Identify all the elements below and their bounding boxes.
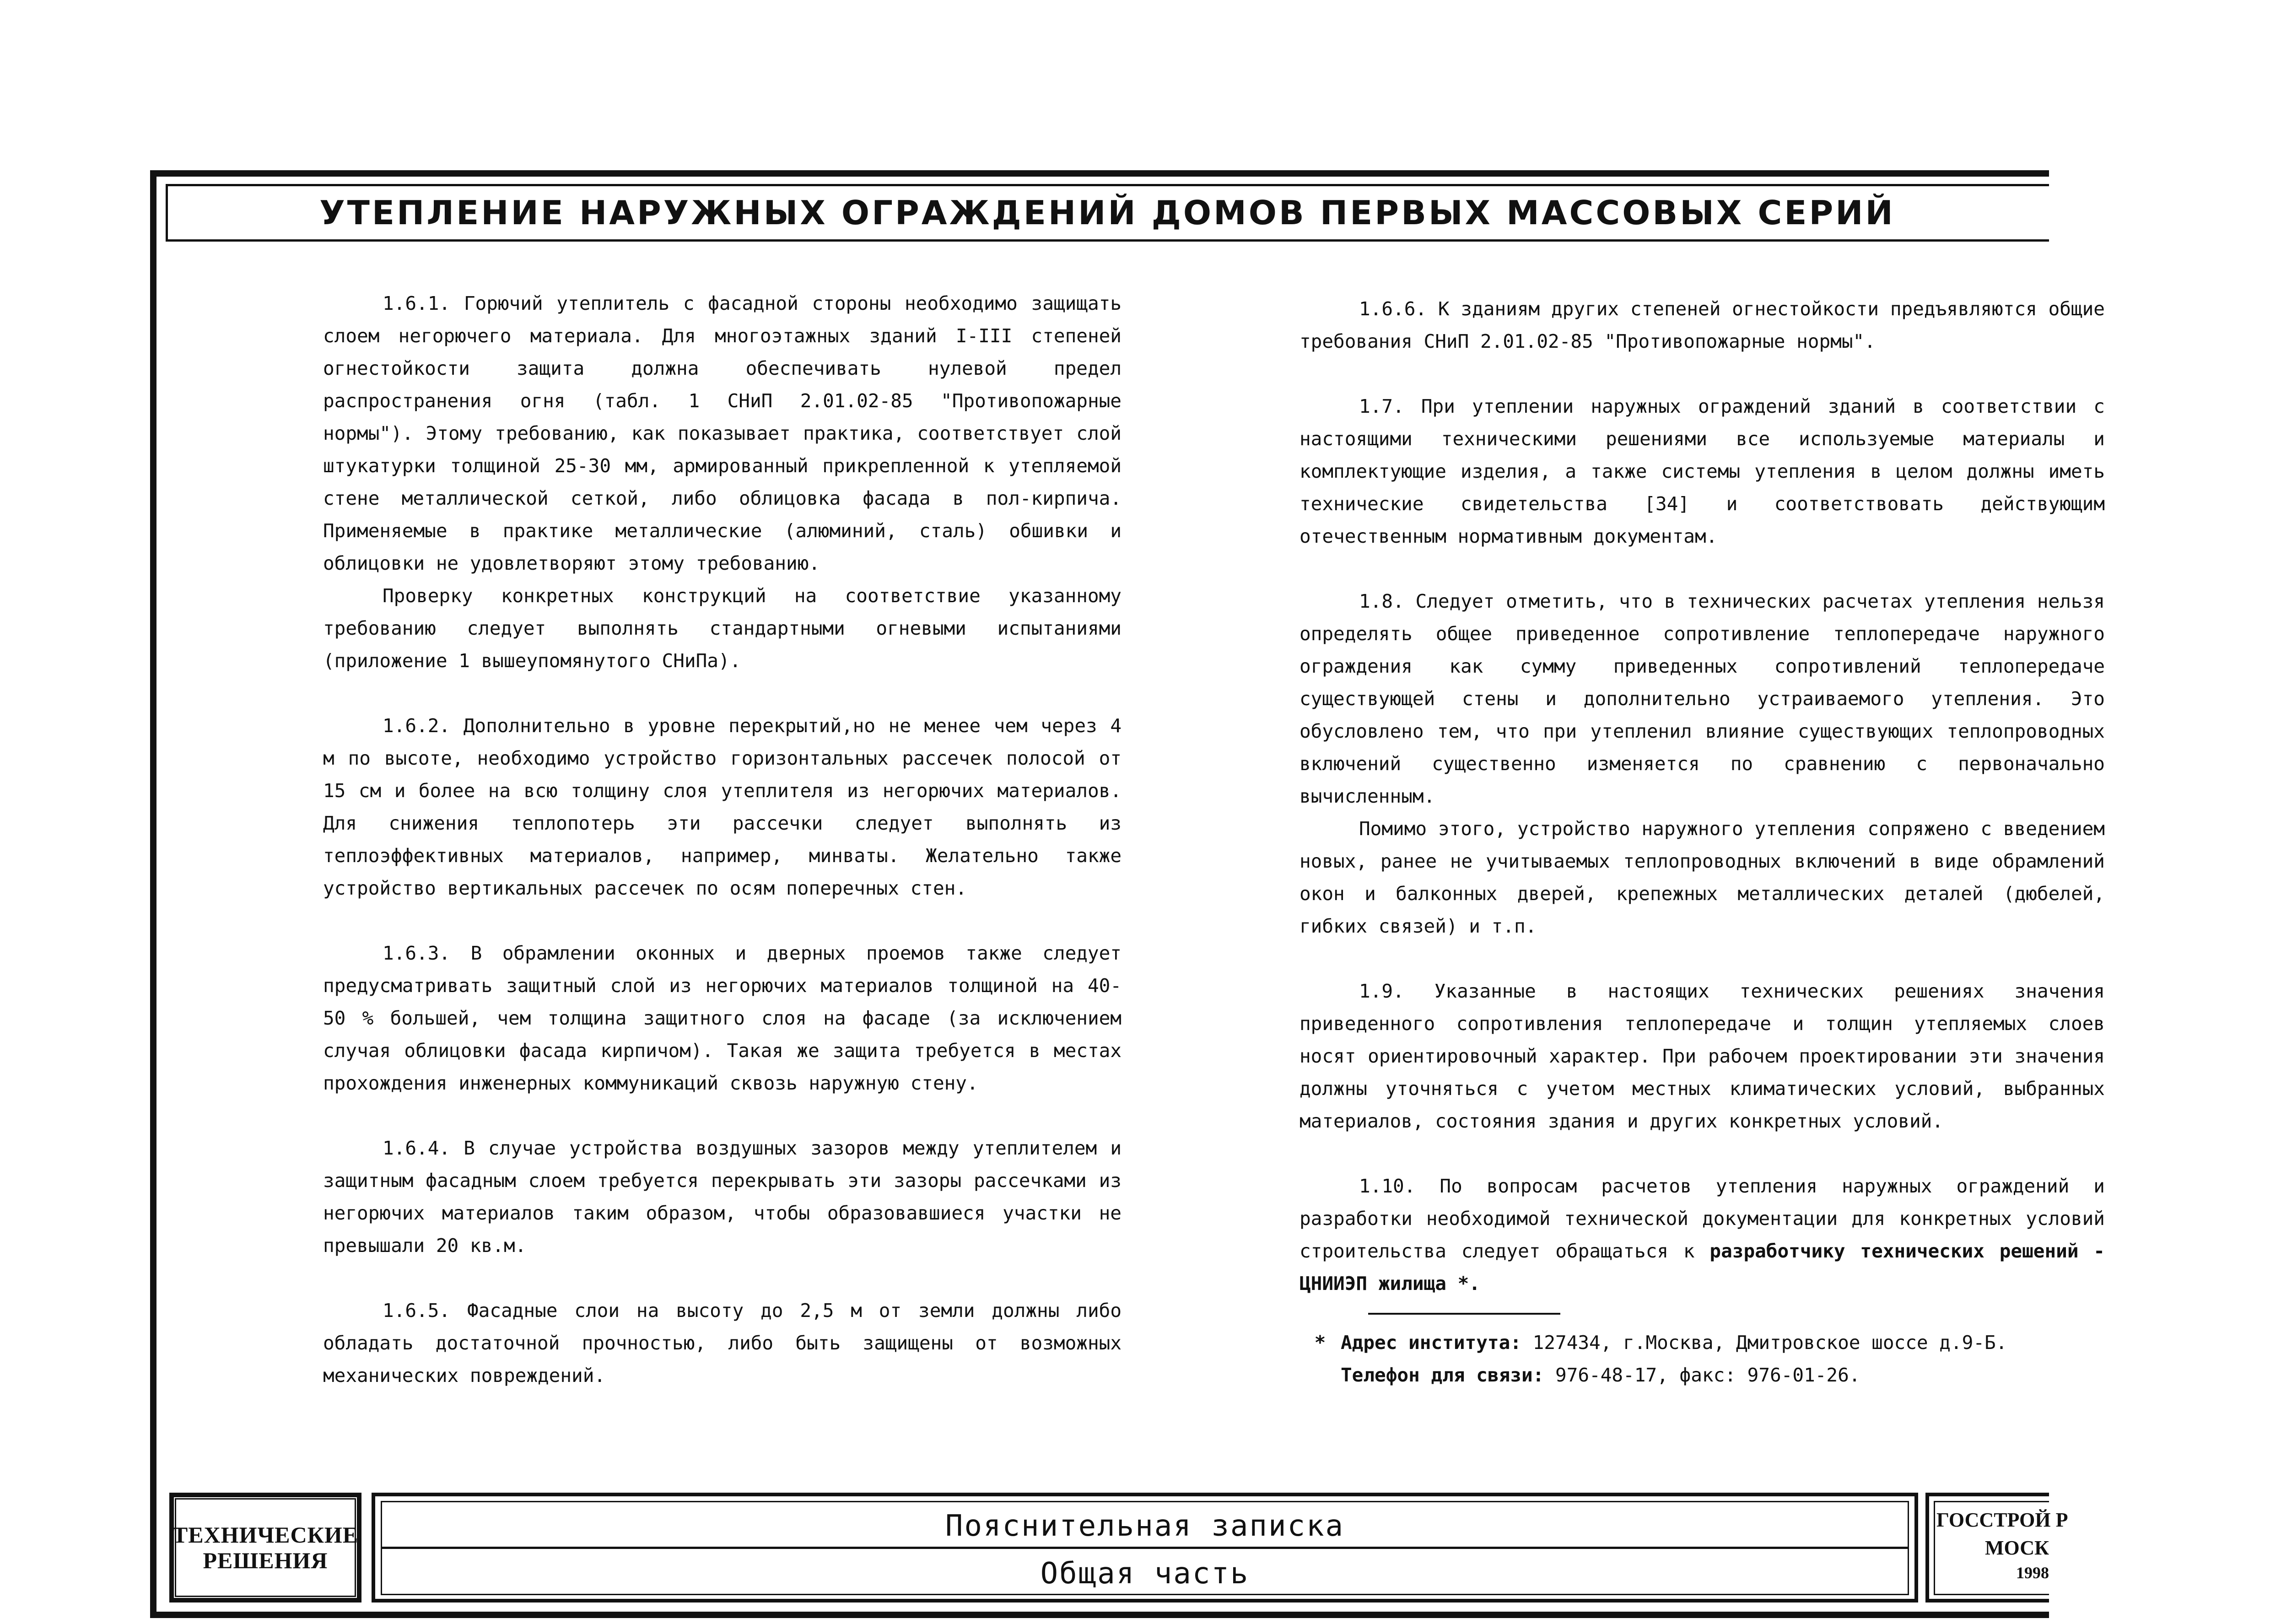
phone-label: Телефон для связи: — [1341, 1364, 1544, 1386]
title-block-org-name: ГОССТРОЙ Р — [1936, 1509, 2068, 1531]
title-block-technical: ТЕХНИЧЕСКИЕ — [172, 1522, 359, 1548]
frame-bottom-border — [150, 1612, 2049, 1618]
paragraph-1-6-5: 1.6.5. Фасадные слои на высоту до 2,5 м от земли должны либо обладать достаточной прочностью, либо быть защищены от возможных механических повреждений. — [323, 1300, 1122, 1387]
paragraph-1-10-developer: разработчику технических решений - ЦНИИЭП жилища *. — [1300, 1240, 2105, 1295]
paragraph-1-6-3: 1.6.3. В обрамлении оконных и дверных проемов также следует предусматривать защитный слой из негорючих материалов толщиной на 40-50 % большей, чем толщина защитного слоя на фасаде (за исключением случая облицовки фасада кирпичом). Такая же защита требуется в местах прохождения инженерных коммуникаций сквозь наружную стену. — [323, 942, 1122, 1094]
title-block-section: Общая часть — [1040, 1557, 1250, 1591]
paragraph-1-7: 1.7. При утеплении наружных ограждений зданий в соответствии с настоящими техническими решениями все используемые материалы и комплектующие изделия, а также системы утепления в целом должны иметь технические свидетельства [34] и соответствовать действующим отечественным нормативным документам. — [1300, 395, 2105, 547]
paragraph-1-8: 1.8. Следует отметить, что в технических расчетах утепления нельзя определять общее приведенное сопротивление теплопередаче наружного ограждения как сумму приведенных сопротивлений теплопередаче существующей стены и дополнительно устраиваемого утепления. Это обусловлено тем, что при утепленил влияние существующих теплопроводных включений существенно изменяется по сравнению с первоначально вычисленным. — [1300, 590, 2105, 807]
right-column — [1300, 293, 2105, 1392]
paragraph-1-6-4: 1.6.4. В случае устройства воздушных зазоров между утеплителем и защитным фасадным слоем требуется перекрывать эти зазоры рассечками из негорючих материалов таким образом, чтобы образовавшиеся участки не превышали 20 кв.м. — [323, 1137, 1122, 1257]
left-column — [323, 287, 1122, 1392]
page-title: УТЕПЛЕНИЕ НАРУЖНЫХ ОГРАЖДЕНИЙ ДОМОВ ПЕРВЫХ МАССОВЫХ СЕРИЙ — [319, 194, 1895, 232]
title-block-year: 1998 — [2016, 1564, 2049, 1582]
paragraph-1-10-text: 1.10. По вопросам расчетов утепления наружных ограждений и разработки необходимой технической документации для конкретных условий строительства следует обращаться к — [1300, 1175, 2105, 1262]
address-label: Адрес института: — [1341, 1332, 1521, 1354]
address-value: 127434, г.Москва, Дмитровское шоссе д.9-Б. — [1532, 1332, 2007, 1354]
paragraph-1-6-6: 1.6.6. К зданиям других степеней огнестойкости предъявляются общие требования СНиП 2.01.02-85 "Противопожарные нормы". — [1300, 298, 2105, 352]
title-block-left — [169, 1493, 361, 1602]
paragraph-1-9: 1.9. Указанные в настоящих технических решениях значения приведенного сопротивления теплопередаче и толщин утепляемых слоев носят ориентировочный характер. При рабочем проектировании эти значения должны уточняться с учетом местных климатических условий, выбранных материалов, состояния здания и других конкретных условий. — [1300, 980, 2105, 1132]
title-block-solutions: РЕШЕНИЯ — [203, 1548, 328, 1573]
paragraph-1-6-2: 1.6.2. Дополнительно в уровне перекрытий,но не менее чем через 4 м по высоте, необходимо устройство горизонтальных рассечек полосой от 15 см и более на всю толщину слоя утеплителя из негорючих материалов. Для снижения теплопотерь эти рассечки следует выполнять из теплоэффективных материалов, например, минваты. Желательно также устройство вертикальных рассечек по осям поперечных стен. — [323, 715, 1122, 899]
frame-left-border — [150, 170, 156, 1618]
title-block-org — [1934, 1505, 2068, 1592]
footnote-phone — [1300, 1359, 2105, 1392]
paragraph-1-6-1-continued: Проверку конкретных конструкций на соответствие указанному требованию следует выполнять стандартными огневыми испытаниями (приложение 1 вышеупомянутого СНиПа). — [323, 585, 1122, 672]
paragraph-1-6-1: 1.6.1. Горючий утеплитель с фасадной стороны необходимо защищать слоем негорючего материала. Для многоэтажных зданий I-III степеней огнестойкости защита должна обеспечивать нулевой предел распространения огня (табл. 1 СНиП 2.01.02-85 "Противопожарные нормы"). Этому требованию, как показывает практика, соответствует слой штукатурки толщиной 25-30 мм, армированный прикрепленной к утепляемой стене металлической сеткой, либо облицовка фасада в пол-кирпича. Применяемые в практике металлические (алюминий, сталь) обшивки и облицовки не удовлетворяют этому требованию. — [323, 292, 1122, 574]
footnote-address — [1300, 1327, 2105, 1359]
footnote-star: * — [1314, 1332, 1326, 1354]
paragraph-1-10 — [1300, 1170, 2105, 1300]
title-block-doc-name: Пояснительная записка — [945, 1509, 1345, 1543]
frame-top-border — [150, 170, 2049, 177]
footnote-rule — [1368, 1313, 1560, 1315]
phone-value: 976-48-17, факс: 976-01-26. — [1555, 1364, 1860, 1386]
paragraph-1-8-continued: Помимо этого, устройство наружного утепления сопряжено с введением новых, ранее не учитываемых теплопроводных включений в виде обрамлений окон и балконных дверей, крепежных металлических деталей (дюбелей, гибких связей) и т.п. — [1300, 818, 2105, 937]
title-block-org-city: МОСК — [1985, 1537, 2049, 1559]
